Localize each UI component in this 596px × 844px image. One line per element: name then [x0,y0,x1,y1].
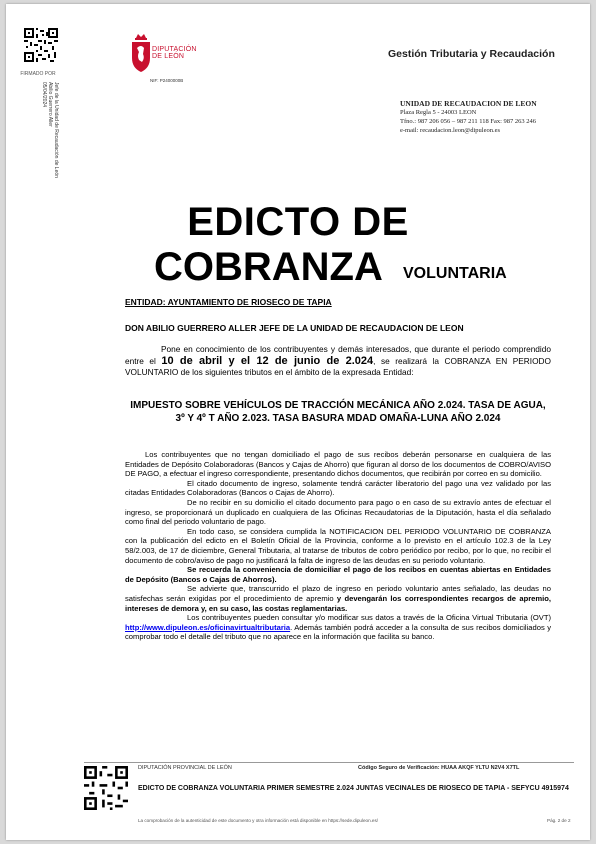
intro-part2: , se realizará la COBRANZA EN PERIODO VOLUNTARIO de los siguientes tributos en el ámbito de la expresada Entidad: [125,355,551,377]
p6-bold: y devengarán los correspondientes recargos de apremio, intereses de demora y, en su caso, las costas reglamentarias. [125,593,552,613]
body-paragraph-4: En todo caso, se considera cumplida la NOTIFICACION DEL PERIODO VOLUNTARIO DE COBRANZA con la publicación del edicto en el Boletín Oficial de la Provincia, conforme a lo previsto en el artículo 102.3 de la Ley 58/2.003, de 17 de diciembre, General Tributaria, al tratarse de tributos de cobro periódico por recibo, por lo que, no recibir el documento de cobro/aviso de pago no justificará la falta de ingreso de las deudas en su periodo voluntario. [125,526,551,565]
title-suffix: VOLUNTARIA [403,265,507,282]
signer-position: Jefe de la Unidad de Recaudación de León [53,82,59,178]
p6-text: Se advierte que, transcurrido el plazo de ingreso en periodo voluntario antes señalado, las deudas no satisfechas serán exigidas por el procedimiento de apremio [125,584,551,603]
logo-wordmark [152,46,197,60]
intro-part1: Pone en conocimiento de los contribuyentes y demás interesados, que durante el periodo comprendido entre el [125,344,551,366]
footer-sede-note: La comprobación de la autenticidad de este documento y otra información está disponible en https://sede.dipuleon.es/ [138,818,379,823]
body-paragraph-6 [125,584,551,613]
crest-icon [130,32,152,74]
body-paragraph-1: Los contribuyentes que no tengan domiciliado el pago de sus recibos deberán personarse en cualquiera de las Entidades de Depósito Colaboradoras (Bancos y Cajas de Ahorro) que figuran al dorso de los documentos de COBRO/AVISO DE PAGO, a efectuar el ingreso correspondiente, presentando dichos documentos, que recibirán por correo en su domicilio. [125,450,551,479]
csv-code: HUAA AKQF YLTU N2V4 X7TL [441,765,520,771]
p7-text: Los contribuyentes pueden consultar y/o modificar sus datos a través de la Oficina Virtual Tributaria (OVT) [187,613,551,623]
title-line1: EDICTO DE [187,200,409,244]
title-line2: COBRANZA [154,245,383,289]
ovt-link[interactable]: http://www.dipuleon.es/oficinavirtualtributaria [125,622,291,632]
vertical-signature [41,82,59,192]
qr-code-top [24,28,58,62]
department-name: Gestión Tributaria y Recaudación [388,48,555,60]
body-paragraph-2: El citado documento de ingreso, solamente tendrá carácter liberatorio del pago una vez validado por las citadas Entidades Colaboradoras (Bancos o Cajas de Ahorro). [125,478,551,498]
p7-text-2: . Además también podrá acceder a la consulta de sus recibos domiciliados y comprobar todo el detalle del tributo que no aparece en la información que facilita su banco. [125,622,551,642]
page-number: Pág. 2 de 2 [547,818,571,823]
footer-csv [358,765,519,771]
tributos-list: IMPUESTO SOBRE VEHÍCULOS DE TRACCIÓN MECÁNICA AÑO 2.024. TASA DE AGUA, 3º Y 4º T AÑO 2.023. TASA BASURA MDAD OMAÑA-LUNA AÑO 2.024 [130,400,546,424]
document-page [6,4,590,840]
intro-paragraph [125,344,551,379]
footer-document-title: EDICTO DE COBRANZA VOLUNTARIA PRIMER SEMESTRE 2.024 JUNTAS VECINALES DE RIOSECO DE TAPIA - SEFYCU 4915974 [138,785,569,792]
qr-code-footer [84,766,128,810]
unit-title: UNIDAD DE RECAUDACION DE LEON [400,99,537,108]
csv-label: Código Seguro de Verificación: [358,765,440,771]
body-paragraph-5: Se recuerda la conveniencia de domiciliar el pago de los recibos en cuentas abiertas en Entidades de Depósito (Bancos o Cajas de Ahorros). [125,565,551,584]
logo-line1: DIPUTACIÓN [152,46,197,53]
body-paragraph-7 [125,613,551,642]
unit-email: e-mail: recaudacion.leon@dipuleon.es [400,127,501,134]
logo-line2: DE LEÓN [152,53,185,60]
footer-divider [84,762,574,763]
unit-address-block [400,99,537,135]
entidad-line: ENTIDAD: AYUNTAMIENTO DE RIOSECO DE TAPIA [125,297,332,307]
footer-org: DIPUTACIÓN PROVINCIAL DE LEÓN [138,765,232,771]
signer-name: Abilio Guerrero Aller [47,82,53,127]
issuer-line: DON ABILIO GUERRERO ALLER JEFE DE LA UNIDAD DE RECAUDACION DE LEON [125,323,464,333]
collection-dates: 10 de abril y el 12 de junio de 2.024 [161,354,374,367]
signer-date: 05/04/2024 [41,82,47,108]
nif: NIF: P2400000B [150,78,184,83]
unit-phone: Tfno.: 987 206 056 – 987 211 118 Fax: 987 263 246 [400,118,537,125]
body-paragraph-3: De no recibir en su domicilio el citado documento para pago o en caso de su extravío antes de efectuar el ingreso, se proporcionará un duplicado en cualquiera de las Oficinas Recaudatorias de la Diputación, hasta el día señalado como final del periodo voluntario de pago. [125,497,551,527]
firmado-por-label: FIRMADO POR [20,71,56,77]
unit-address: Plaza Regla 5 - 24003 LEON [400,109,477,116]
edict-body [125,450,551,642]
